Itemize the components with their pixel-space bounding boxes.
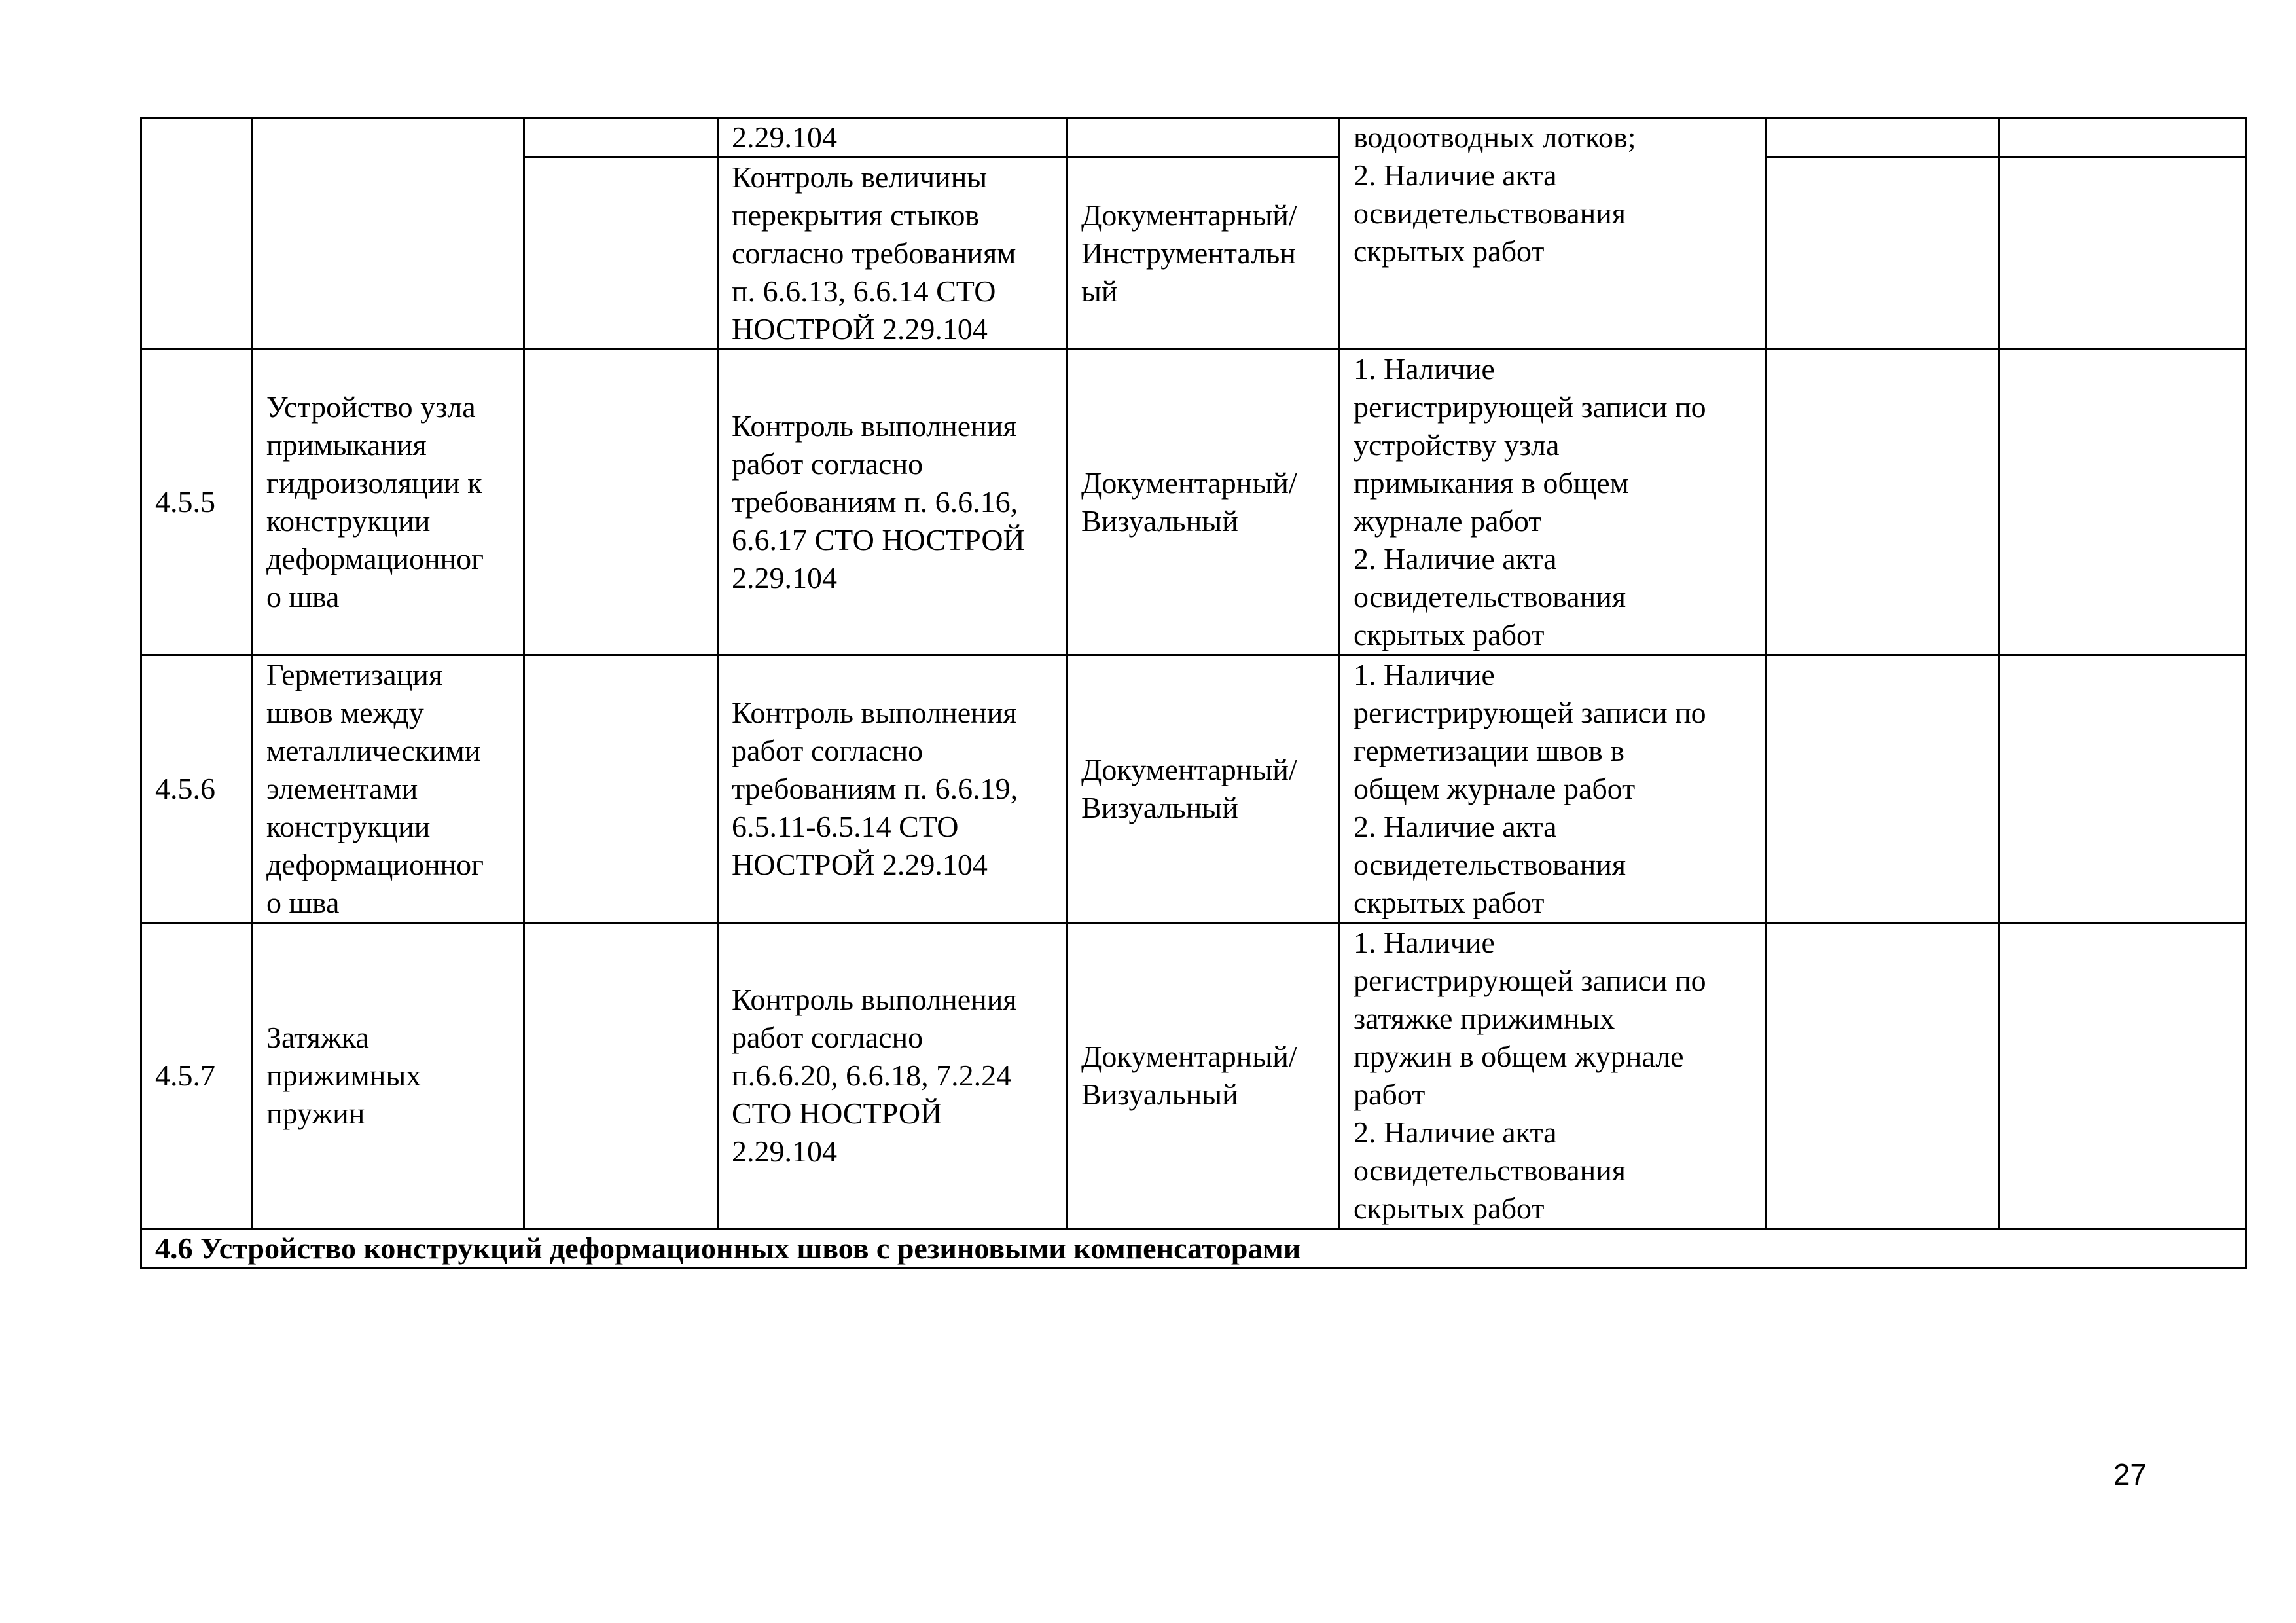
cell-blank [524, 923, 718, 1229]
cell-work-name: Затяжка прижимных пружин [253, 923, 524, 1229]
cell-number: 4.5.6 [141, 655, 253, 923]
cell-blank [2000, 158, 2246, 350]
table-row [141, 923, 2246, 1229]
cell-result: 1. Наличие регистрирующей записи по герметизации швов в общем журнале работ 2. Наличие акта освидетельствования скрытых работ [1340, 655, 1766, 923]
cell-result: 1. Наличие регистрирующей записи по затяжке прижимных пружин в общем журнале работ 2. Наличие акта освидетельствования скрытых работ [1340, 923, 1766, 1229]
cell-control: Контроль величины перекрытия стыков согласно требованиям п. 6.6.13, 6.6.14 СТО НОСТРОЙ 2.29.104 [718, 158, 1067, 350]
cell-blank [2000, 923, 2246, 1229]
cell-result: 1. Наличие регистрирующей записи по устройству узла примыкания в общем журнале работ 2. Наличие акта освидетельствования скрытых работ [1340, 350, 1766, 655]
cell-blank [524, 158, 718, 350]
cell-number: 4.5.5 [141, 350, 253, 655]
cell-control: Контроль выполнения работ согласно требованиям п. 6.6.16, 6.6.17 СТО НОСТРОЙ 2.29.104 [718, 350, 1067, 655]
cell-result: водоотводных лотков; 2. Наличие акта освидетельствования скрытых работ [1340, 118, 1766, 350]
cell-control: Контроль выполнения работ согласно п.6.6.20, 6.6.18, 7.2.24 СТО НОСТРОЙ 2.29.104 [718, 923, 1067, 1229]
cell-blank [524, 655, 718, 923]
cell-blank [1766, 118, 2000, 158]
section-heading: 4.6 Устройство конструкций деформационных швов с резиновыми компенсаторами [141, 1229, 2246, 1269]
cell-blank [1766, 923, 2000, 1229]
cell-method: Документарный/ Визуальный [1067, 350, 1340, 655]
cell-blank [2000, 655, 2246, 923]
cell-blank [1766, 350, 2000, 655]
cell-work-name: Герметизация швов между металлическими элементами конструкции деформационног о шва [253, 655, 524, 923]
cell-blank [524, 350, 718, 655]
cell-method: Документарный/ Визуальный [1067, 655, 1340, 923]
cell-blank [524, 118, 718, 158]
cell-number [141, 118, 253, 350]
cell-method: Документарный/ Визуальный [1067, 923, 1340, 1229]
cell-control: Контроль выполнения работ согласно требованиям п. 6.6.19, 6.5.11-6.5.14 СТО НОСТРОЙ 2.29.104 [718, 655, 1067, 923]
cell-work-name [253, 118, 524, 350]
table-row [141, 118, 2246, 158]
cell-blank [1766, 655, 2000, 923]
table-row [141, 655, 2246, 923]
page-number: 27 [2113, 1457, 2147, 1491]
cell-blank [1766, 158, 2000, 350]
table-row [141, 350, 2246, 655]
cell-method [1067, 118, 1340, 158]
inspection-table [140, 117, 2247, 1269]
cell-blank [2000, 350, 2246, 655]
cell-work-name: Устройство узла примыкания гидроизоляции к конструкции деформационног о шва [253, 350, 524, 655]
cell-blank [2000, 118, 2246, 158]
cell-control: 2.29.104 [718, 118, 1067, 158]
cell-number: 4.5.7 [141, 923, 253, 1229]
cell-method: Документарный/ Инструментальн ый [1067, 158, 1340, 350]
section-heading-row [141, 1229, 2246, 1269]
